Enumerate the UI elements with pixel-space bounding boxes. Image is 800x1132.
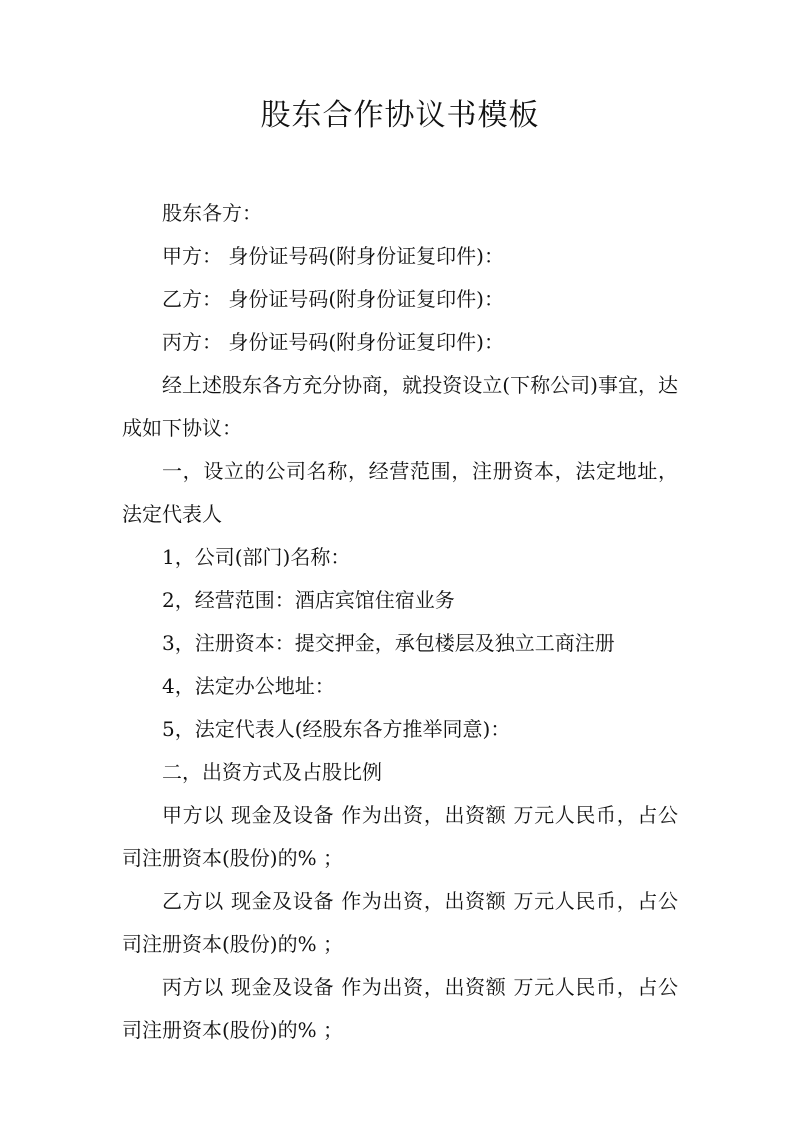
party-c-line: 丙方： 身份证号码(附身份证复印件)： [162, 330, 504, 354]
item-business-scope: 2，经营范围：酒店宾馆住宿业务 [162, 588, 455, 612]
item-registered-capital: 3，注册资本：提交押金，承包楼层及独立工商注册 [162, 631, 615, 655]
section-one-heading: 一，设立的公司名称，经营范围，注册资本，法定地址，法定代表人 [122, 459, 678, 526]
item-legal-representative: 5，法定代表人(经股东各方推举同意)： [162, 717, 511, 741]
item-office-address: 4，法定办公地址： [162, 674, 335, 698]
party-a-contribution: 甲方以 现金及设备 作为出资，出资额 万元人民币，占公司注册资本(股份)的% ； [122, 803, 678, 870]
party-b-line: 乙方： 身份证号码(附身份证复印件)： [162, 287, 504, 311]
party-a-line: 甲方： 身份证号码(附身份证复印件)： [162, 244, 504, 268]
party-c-contribution: 丙方以 现金及设备 作为出资，出资额 万元人民币，占公司注册资本(股份)的% ； [122, 975, 678, 1042]
item-company-name: 1，公司(部门)名称： [162, 545, 351, 569]
section-two-heading: 二，出资方式及占股比例 [162, 760, 382, 784]
parties-heading: 股东各方： [162, 201, 262, 225]
document-title: 股东合作协议书模板 [260, 98, 540, 133]
party-b-contribution: 乙方以 现金及设备 作为出资，出资额 万元人民币，占公司注册资本(股份)的% ； [122, 889, 678, 956]
intro-paragraph: 经上述股东各方充分协商，就投资设立(下称公司)事宜，达成如下协议： [122, 373, 678, 440]
